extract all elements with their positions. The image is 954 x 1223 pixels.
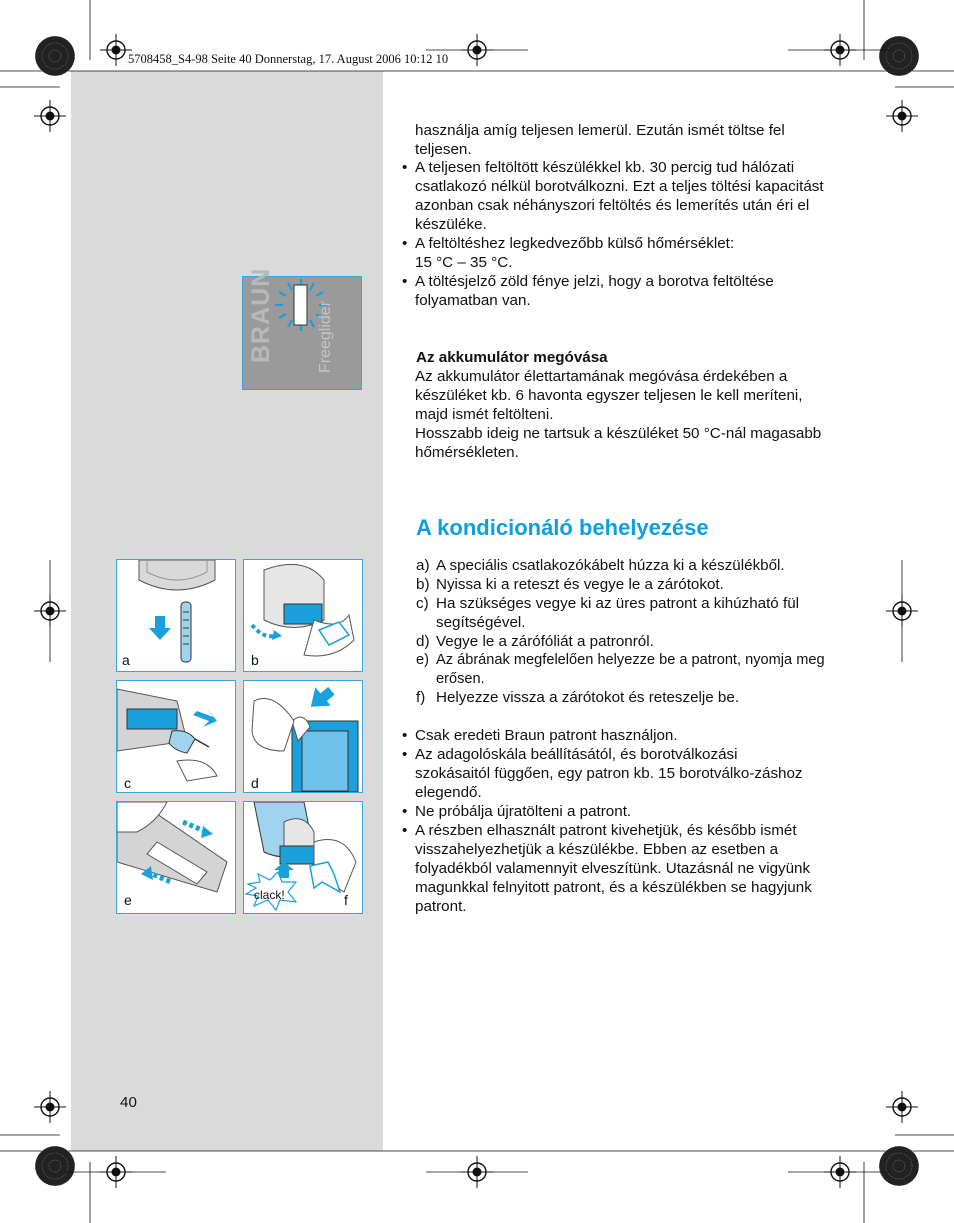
bullet-item: • A feltöltéshez legkedvezőbb külső hőmérséklet: 15 °C – 35 °C. [402, 234, 832, 272]
bullet-text: A teljesen feltöltött készülékkel kb. 30 percig tud hálózati csatlakozó nélkül borotválkozni. Ezt a teljes töltési kapacitást azonban csak néhányszori feltöltés és lemerítés után éri el készüléke. [415, 159, 824, 233]
figure-panel-b [243, 559, 363, 672]
intro-continuation: használja amíg teljesen lemerül. Ezután ismét töltse fel teljesen. [415, 122, 785, 158]
braun-logo-panel [242, 267, 362, 390]
battery-care-para1: Az akkumulátor élettartamának megóvása érdekében a készüléket kb. 6 havonta egyszer teljesen le kell meríteni, majd ismét feltölteni. [415, 368, 803, 423]
figure-label-e: e [124, 892, 132, 908]
figure-label-f: f [344, 892, 348, 908]
bullet-item: • A töltésjelző zöld fénye jelzi, hogy a borotva feltöltése folyamatban van. [402, 272, 832, 310]
bullet-text: A töltésjelző zöld fénye jelzi, hogy a borotva feltöltése folyamatban van. [415, 273, 774, 309]
figure-label-d: d [251, 775, 259, 791]
remove-foil-illustration [244, 681, 362, 792]
open-cap-illustration [244, 560, 362, 671]
shaver-cable-illustration [117, 560, 235, 671]
figure-panel-c [116, 680, 236, 793]
figure-label-c: c [124, 775, 131, 791]
figure-panel-e [116, 801, 236, 914]
temperature-range: 15 °C – 35 °C. [415, 254, 513, 271]
bullet-text: A feltöltéshez legkedvezőbb külső hőmérséklet: 15 °C – 35 °C. [415, 235, 735, 271]
insert-cartridge-illustration [117, 802, 235, 913]
battery-care-para2: Hosszabb ideig ne tartsuk a készüléket 50 °C-nál magasabb hőmérsékleten. [415, 425, 822, 461]
product-logo: Freeglider [317, 300, 334, 373]
remove-cartridge-illustration [117, 681, 235, 792]
bullet-item: • A teljesen feltöltött készülékkel kb. 30 percig tud hálózati csatlakozó nélkül borotválkozni. Ezt a teljes töltési kapacitást azonban csak néhányszori feltöltés és lemerítés után éri el készüléke. [402, 158, 832, 234]
braun-logo: BRAUN [247, 267, 275, 363]
figure-panel-d [243, 680, 363, 793]
figure-label-b: b [251, 652, 259, 668]
battery-care-title: Az akkumulátor megóvása [416, 349, 608, 366]
section-title: A kondicionáló behelyezése [416, 515, 709, 540]
clack-label: clack! [254, 888, 285, 902]
figure-panel-f [243, 801, 363, 914]
print-header: 5708458_S4-98 Seite 40 Donnerstag, 17. August 2006 10:12 10 [128, 52, 449, 66]
figure-label-a: a [122, 652, 130, 668]
figure-panel-a [116, 559, 236, 672]
page-number: 40 [120, 1094, 137, 1111]
